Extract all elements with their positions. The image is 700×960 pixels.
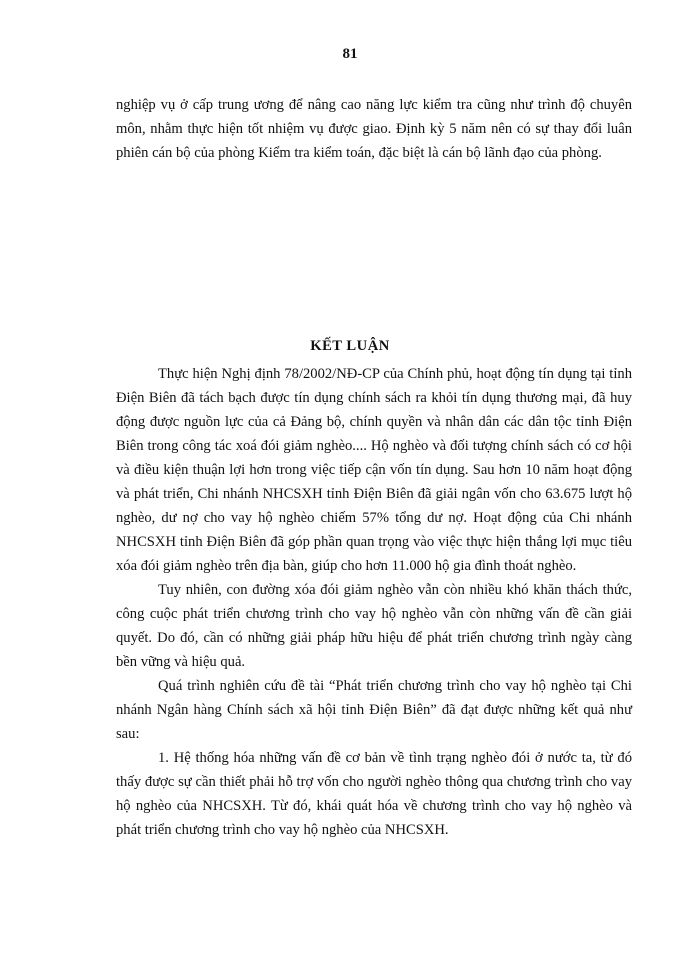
conclusion-paragraph-1: Thực hiện Nghị định 78/2002/NĐ-CP của Chính phủ, hoạt động tín dụng tại tỉnh Điện Biên đã tách bạch được tín dụng chính sách ra khỏi tín dụng thương mại, đã huy động được nguồn lực của cả Đảng bộ, chính quyền và nhân dân các dân tộc tỉnh Điện Biên trong công tác xoá đói giảm nghèo.... Hộ nghèo và đối tượng chính sách có cơ hội và điều kiện thuận lợi hơn trong việc tiếp cận vốn tín dụng. Sau hơn 10 năm hoạt động và phát triển, Chi nhánh NHCSXH tỉnh Điện Biên đã giải ngân vốn cho 63.675 lượt hộ nghèo, dư nợ cho vay hộ nghèo chiếm 57% tổng dư nợ. Hoạt động của Chi nhánh NHCSXH tỉnh Điện Biên đã góp phần quan trọng vào việc thực hiện thắng lợi mục tiêu xóa đói giảm nghèo trên địa bàn, giúp cho hơn 11.000 hộ gia đình thoát nghèo.	[116, 366, 632, 574]
continued-section	[116, 93, 632, 165]
conclusion-paragraph-2: Tuy nhiên, con đường xóa đói giảm nghèo vẫn còn nhiều khó khăn thách thức, công cuộc phát triển chương trình cho vay hộ nghèo vẫn còn những vấn đề cần giải quyết. Do đó, cần có những giải pháp hữu hiệu để phát triển chương trình ngày càng bền vững và hiệu quả.	[116, 582, 632, 670]
conclusion-paragraph-3: Quá trình nghiên cứu đề tài “Phát triển chương trình cho vay hộ nghèo tại Chi nhánh Ngân hàng Chính sách xã hội tỉnh Điện Biên” đã đạt được những kết quả như sau:	[116, 678, 632, 742]
conclusion-heading: KẾT LUẬN	[310, 338, 390, 354]
conclusion-paragraph-4: 1. Hệ thống hóa những vấn đề cơ bản về tình trạng nghèo đói ở nước ta, từ đó thấy được sự cần thiết phải hỗ trợ vốn cho người nghèo thông qua chương trình cho vay hộ nghèo của NHCSXH. Từ đó, khái quát hóa về chương trình cho vay hộ nghèo và phát triển chương trình cho vay hộ nghèo của NHCSXH.	[116, 750, 632, 838]
conclusion-body	[116, 362, 632, 842]
page-number: 81	[342, 46, 358, 62]
continued-paragraph: nghiệp vụ ở cấp trung ương để nâng cao năng lực kiểm tra cũng như trình độ chuyên môn, nhằm thực hiện tốt nhiệm vụ được giao. Định kỳ 5 năm nên có sự thay đổi luân phiên cán bộ của phòng Kiểm tra kiểm toán, đặc biệt là cán bộ lãnh đạo của phòng.	[116, 97, 632, 161]
